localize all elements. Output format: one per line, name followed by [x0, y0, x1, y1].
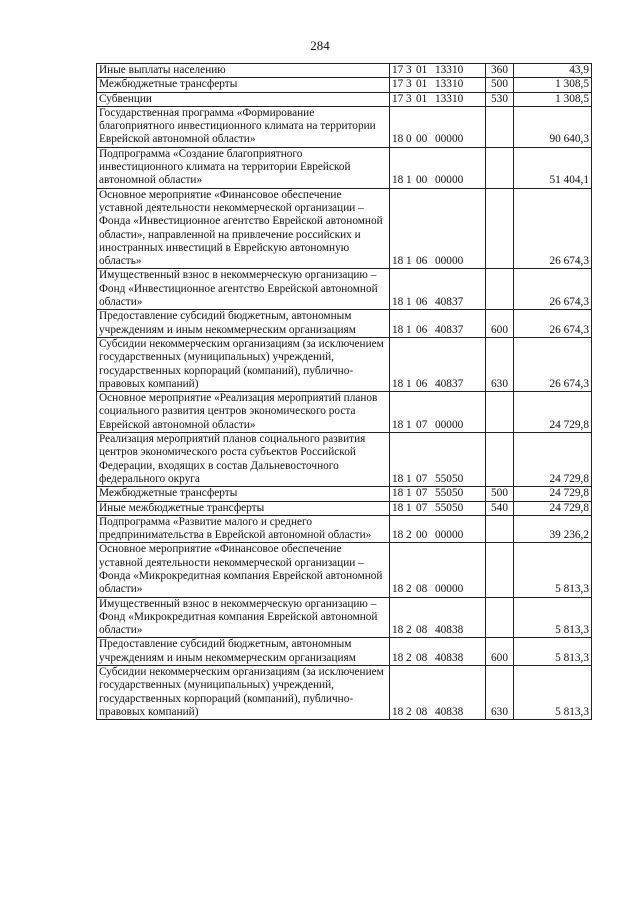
table-row [97, 666, 592, 720]
row-name: Межбюджетные трансферты [97, 487, 390, 501]
code-part-c3: 08 [416, 624, 428, 637]
code-part-c1: 18 [392, 472, 404, 485]
row-name: Государственная программа «Формирование благоприятного инвестиционного климата на территории Еврейской автономной области» [97, 106, 390, 147]
target-article-code [390, 543, 486, 597]
code-part-c2: 1 [406, 377, 412, 390]
table-row [97, 487, 592, 501]
code-part-c2: 2 [406, 651, 412, 664]
code-part-c4: 00000 [435, 583, 464, 596]
code-part-c4: 40837 [435, 296, 464, 309]
row-name: Субсидии некоммерческим организациям (за исключением государственных (муниципальных) учреждений, государственных корпораций (компаний), публично-правовых компаний) [97, 666, 390, 720]
code-part-c4: 55050 [435, 501, 464, 514]
table-row [97, 269, 592, 310]
target-article-code [390, 337, 486, 391]
expense-type-code: 540 [486, 501, 514, 515]
row-name: Субсидии некоммерческим организациям (за исключением государственных (муниципальных) учреждений, государственных корпораций (компаний), публично-правовых компаний) [97, 337, 390, 391]
row-name: Имущественный взнос в некоммерческую организацию – Фонд «Микрокредитная компания Еврейской автономной области» [97, 597, 390, 638]
row-name: Основное мероприятие «Финансовое обеспечение уставной деятельности некоммерческой организации – Фонда «Микрокредитная компания Еврейской автономной области» [97, 543, 390, 597]
code-part-c2: 1 [406, 174, 412, 187]
code-part-c4: 00000 [435, 133, 464, 146]
budget-table-body [97, 64, 592, 720]
code-part-c3: 00 [416, 133, 428, 146]
code-part-c3: 00 [416, 529, 428, 542]
expense-type-code: 630 [486, 337, 514, 391]
code-part-c3: 01 [416, 92, 428, 105]
expense-type-code [486, 392, 514, 433]
code-part-c1: 18 [392, 651, 404, 664]
amount: 24 729,8 [514, 501, 592, 515]
row-name: Основное мероприятие «Финансовое обеспечение уставной деятельности некоммерческой организации – Фонда «Инвестиционное агентство Еврейской автономной области», направленной на привлечение российских и иностранных инвестиций в Еврейскую автономную область» [97, 188, 390, 269]
target-article-code [390, 147, 486, 188]
target-article-code [390, 666, 486, 720]
code-part-c4: 00000 [435, 529, 464, 542]
expense-type-code [486, 188, 514, 269]
code-part-c4: 13310 [435, 78, 464, 91]
code-part-c3: 06 [416, 377, 428, 390]
code-part-c3: 01 [416, 78, 428, 91]
code-part-c2: 1 [406, 501, 412, 514]
target-article-code [390, 269, 486, 310]
code-part-c4: 13310 [435, 92, 464, 105]
code-part-c4: 40838 [435, 651, 464, 664]
code-part-c2: 3 [406, 92, 412, 105]
code-part-c4: 40838 [435, 624, 464, 637]
row-name: Субвенции [97, 92, 390, 106]
code-part-c4: 40838 [435, 705, 464, 718]
code-part-c2: 1 [406, 487, 412, 500]
code-part-c2: 1 [406, 323, 412, 336]
code-part-c3: 08 [416, 583, 428, 596]
amount: 5 813,3 [514, 597, 592, 638]
amount: 26 674,3 [514, 310, 592, 338]
code-part-c2: 0 [406, 133, 412, 146]
expense-type-code: 600 [486, 638, 514, 666]
table-row [97, 501, 592, 515]
amount: 39 236,2 [514, 515, 592, 543]
code-part-c2: 3 [406, 64, 412, 76]
code-part-c3: 07 [416, 472, 428, 485]
code-part-c1: 18 [392, 323, 404, 336]
row-name: Подпрограмма «Создание благоприятного инвестиционного климата на территории Еврейской автономной области» [97, 147, 390, 188]
expense-type-code [486, 433, 514, 487]
table-row [97, 337, 592, 391]
table-row [97, 392, 592, 433]
table-row [97, 147, 592, 188]
expense-type-code [486, 597, 514, 638]
code-part-c1: 18 [392, 529, 404, 542]
code-part-c1: 18 [392, 255, 404, 268]
amount: 5 813,3 [514, 543, 592, 597]
amount: 26 674,3 [514, 188, 592, 269]
code-part-c2: 2 [406, 624, 412, 637]
target-article-code [390, 487, 486, 501]
amount: 26 674,3 [514, 337, 592, 391]
row-name: Межбюджетные трансферты [97, 78, 390, 92]
amount: 1 308,5 [514, 78, 592, 92]
code-part-c4: 00000 [435, 255, 464, 268]
code-part-c4: 00000 [435, 418, 464, 431]
code-part-c1: 18 [392, 705, 404, 718]
code-part-c1: 18 [392, 624, 404, 637]
target-article-code [390, 392, 486, 433]
target-article-code [390, 188, 486, 269]
table-row [97, 106, 592, 147]
code-part-c1: 17 [392, 64, 404, 76]
page-number: 284 [310, 38, 330, 53]
expense-type-code [486, 543, 514, 597]
table-row [97, 92, 592, 106]
amount: 1 308,5 [514, 92, 592, 106]
code-part-c2: 1 [406, 418, 412, 431]
target-article-code [390, 92, 486, 106]
code-part-c2: 3 [406, 78, 412, 91]
code-part-c1: 18 [392, 418, 404, 431]
code-part-c1: 18 [392, 487, 404, 500]
code-part-c2: 2 [406, 583, 412, 596]
expense-type-code [486, 106, 514, 147]
code-part-c1: 18 [392, 377, 404, 390]
amount: 26 674,3 [514, 269, 592, 310]
code-part-c1: 18 [392, 174, 404, 187]
amount: 24 729,8 [514, 487, 592, 501]
table-row [97, 310, 592, 338]
code-part-c3: 06 [416, 255, 428, 268]
target-article-code [390, 78, 486, 92]
amount: 90 640,3 [514, 106, 592, 147]
target-article-code [390, 597, 486, 638]
row-name: Реализация мероприятий планов социального развития центров экономического роста субъектов Российской Федерации, входящих в состав Дальневосточного федерального округа [97, 433, 390, 487]
code-part-c1: 17 [392, 78, 404, 91]
code-part-c3: 07 [416, 501, 428, 514]
code-part-c2: 2 [406, 529, 412, 542]
amount: 24 729,8 [514, 433, 592, 487]
expense-type-code: 530 [486, 92, 514, 106]
row-name: Имущественный взнос в некоммерческую организацию – Фонд «Инвестиционное агентство Еврейской автономной области» [97, 269, 390, 310]
code-part-c4: 55050 [435, 472, 464, 485]
amount: 5 813,3 [514, 666, 592, 720]
table-row [97, 543, 592, 597]
row-name: Основное мероприятие «Реализация мероприятий планов социального развития центров экономического роста Еврейской автономной области» [97, 392, 390, 433]
code-part-c3: 06 [416, 323, 428, 336]
amount: 51 404,1 [514, 147, 592, 188]
amount: 43,9 [514, 64, 592, 78]
amount: 24 729,8 [514, 392, 592, 433]
code-part-c1: 18 [392, 133, 404, 146]
code-part-c4: 40837 [435, 377, 464, 390]
row-name: Предоставление субсидий бюджетным, автономным учреждениям и иным некоммерческим организациям [97, 310, 390, 338]
expense-type-code: 600 [486, 310, 514, 338]
code-part-c2: 2 [406, 705, 412, 718]
row-name: Предоставление субсидий бюджетным, автономным учреждениям и иным некоммерческим организациям [97, 638, 390, 666]
target-article-code [390, 515, 486, 543]
expense-type-code [486, 147, 514, 188]
budget-table [96, 63, 592, 720]
amount: 5 813,3 [514, 638, 592, 666]
table-row [97, 188, 592, 269]
target-article-code [390, 106, 486, 147]
code-part-c1: 18 [392, 296, 404, 309]
code-part-c2: 1 [406, 255, 412, 268]
target-article-code [390, 433, 486, 487]
code-part-c1: 17 [392, 92, 404, 105]
table-row [97, 78, 592, 92]
expense-type-code [486, 515, 514, 543]
row-name: Иные выплаты населению [97, 64, 390, 78]
expense-type-code: 360 [486, 64, 514, 78]
code-part-c3: 06 [416, 296, 428, 309]
table-row [97, 433, 592, 487]
table-row [97, 64, 592, 78]
table-row [97, 638, 592, 666]
code-part-c4: 00000 [435, 174, 464, 187]
code-part-c4: 13310 [435, 64, 464, 76]
code-part-c3: 08 [416, 651, 428, 664]
row-name: Подпрограмма «Развитие малого и среднего предпринимательства в Еврейской автономной области» [97, 515, 390, 543]
table-row [97, 515, 592, 543]
code-part-c3: 07 [416, 487, 428, 500]
expense-type-code: 500 [486, 487, 514, 501]
code-part-c3: 07 [416, 418, 428, 431]
code-part-c4: 40837 [435, 323, 464, 336]
code-part-c1: 18 [392, 583, 404, 596]
target-article-code [390, 501, 486, 515]
code-part-c2: 1 [406, 472, 412, 485]
table-row [97, 597, 592, 638]
row-name: Иные межбюджетные трансферты [97, 501, 390, 515]
expense-type-code: 500 [486, 78, 514, 92]
code-part-c4: 55050 [435, 487, 464, 500]
code-part-c3: 01 [416, 64, 428, 76]
target-article-code [390, 310, 486, 338]
code-part-c3: 00 [416, 174, 428, 187]
target-article-code [390, 638, 486, 666]
code-part-c3: 08 [416, 705, 428, 718]
code-part-c2: 1 [406, 296, 412, 309]
target-article-code [390, 64, 486, 78]
code-part-c1: 18 [392, 501, 404, 514]
expense-type-code: 630 [486, 666, 514, 720]
expense-type-code [486, 269, 514, 310]
